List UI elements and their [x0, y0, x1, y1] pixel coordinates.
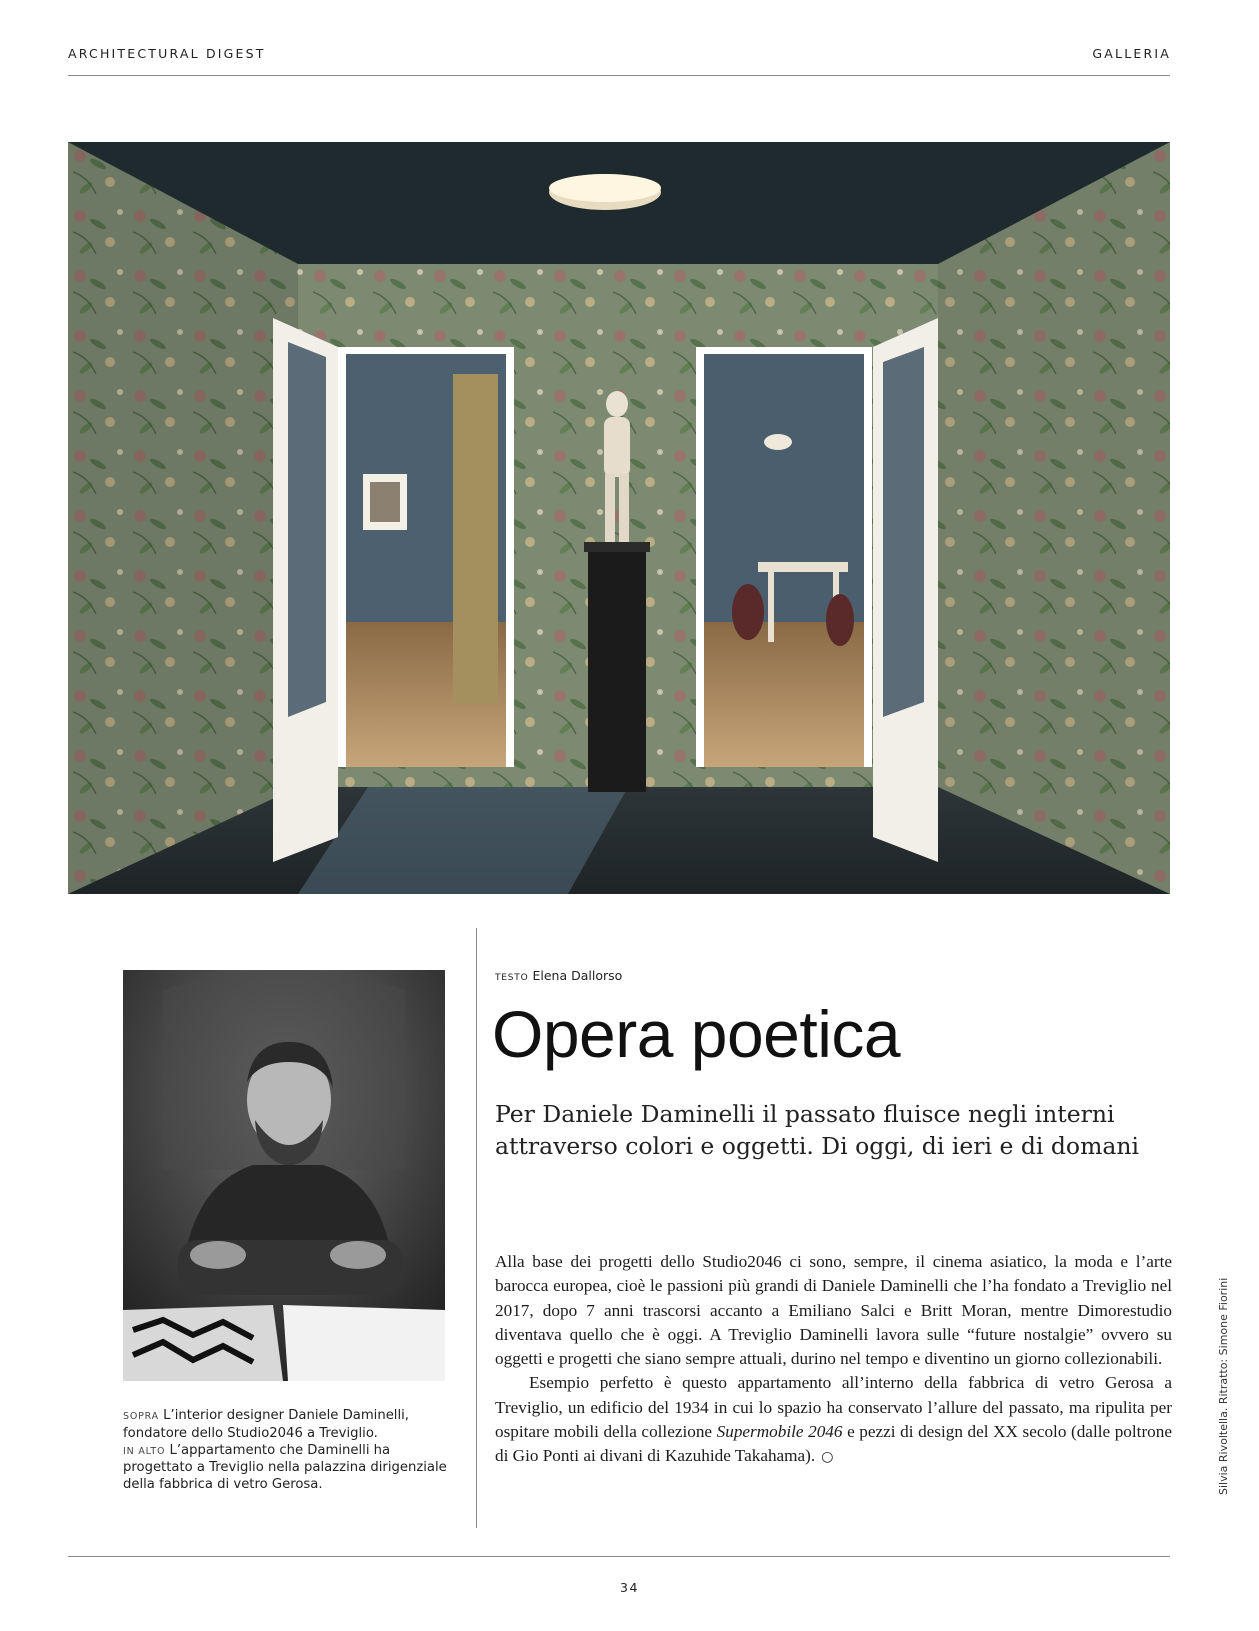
- photo-credit: Silvia Rivoltella. Ritratto: Simone Fiorini: [1217, 1277, 1230, 1495]
- publication-name: ARCHITECTURAL DIGEST: [68, 46, 266, 61]
- photo-caption: [123, 1408, 453, 1494]
- collection-name: Supermobile 2046: [716, 1422, 843, 1442]
- article-body: [495, 1250, 1172, 1470]
- byline-label: TESTO: [495, 973, 529, 983]
- end-mark-icon: ○: [821, 1449, 834, 1466]
- hero-vertical-credit: [1216, 272, 1249, 832]
- hero-credit-ref: — AD 100 Pag. 85: [1216, 362, 1248, 599]
- article-subtitle: Per Daniele Daminelli il passato fluisce negli interni attraverso colori e oggetti. Di oggi, di ieri e di domani: [495, 1100, 1140, 1160]
- body-paragraph-2-a: Esempio perfetto è questo appartamento all’interno della fabbrica di vetro Gerosa a Treviglio, un edificio del 1934 in cui lo spazio ha conservato l’allure del passato, ma ripulita per ospitare mobili della collezione: [495, 1373, 1172, 1442]
- caption-text-above: L’interior designer Daniele Daminelli, fondatore dello Studio2046 a Treviglio.: [123, 1408, 409, 1441]
- header-rule: [68, 75, 1170, 76]
- page-number: 34: [620, 1580, 639, 1595]
- caption-text-top: L’appartamento che Daminelli ha progettato a Treviglio nella palazzina dirigenziale della fabbrica di vetro Gerosa.: [123, 1442, 447, 1493]
- section-name: GALLERIA: [1092, 46, 1171, 61]
- hallway-interior-illustration: [68, 142, 1170, 894]
- body-paragraph-1: Alla base dei progetti dello Studio2046 ci sono, sempre, il cinema asiatico, la moda e l’arte barocca europea, cioè le passioni più grandi di Daniele Daminelli che l’ha fondato a Treviglio nel 2017, dopo 7 anni trascorsi accanto a Emiliano Salci e Britt Moran, mentre Dimorestudio diventava quello che è oggi. A Treviglio Daminelli lavora sulle “future nostalgie” ovvero su oggetti e progetti che siano sempre attuali, durino nel tempo e diventino un giorno collezionabili.: [495, 1252, 1172, 1369]
- body-paragraph-2: [495, 1371, 1172, 1469]
- hero-photo: [68, 142, 1248, 894]
- portrait-photo: [123, 970, 445, 1381]
- caption-label-above: SOPRA: [123, 1411, 159, 1422]
- footer-rule: [68, 1556, 1170, 1557]
- designer-portrait-illustration: [123, 970, 445, 1381]
- hero-credit-name: Daniele Daminelli: [1216, 606, 1248, 832]
- body-paragraph-2-b: e pezzi di design del XX secolo (dalle poltrone di Gio Ponti ai divani di Kazuhide Takahama).: [495, 1422, 1172, 1466]
- byline: [495, 968, 622, 983]
- caption-label-top: IN ALTO: [123, 1445, 166, 1457]
- column-rule: [476, 928, 477, 1528]
- byline-author: Elena Dallorso: [532, 968, 623, 983]
- article-title: Opera poetica: [492, 997, 901, 1071]
